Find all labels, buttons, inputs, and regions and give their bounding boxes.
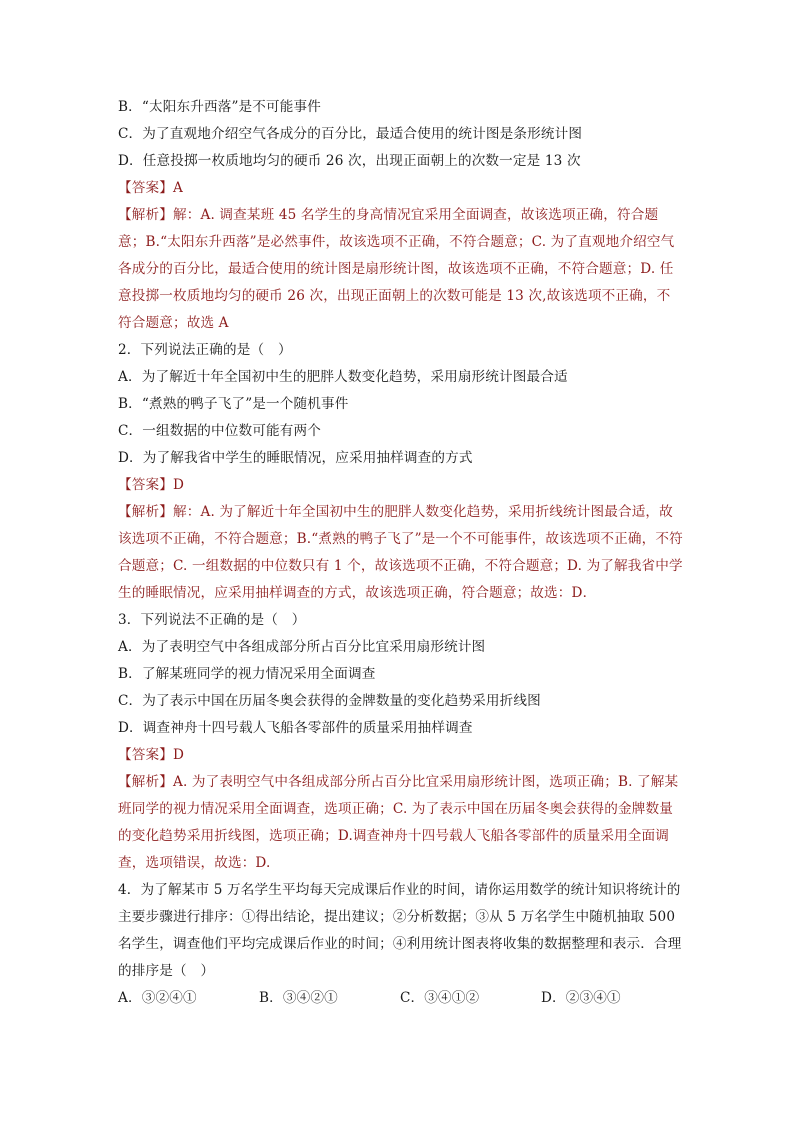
analysis-text: A. 为了表明空气中各组成部分所占百分比宜采用扇形统计图，选项正确；B. 了解某班同学的视力情况采用全面调查，选项正确；C. 为了表示中国在历届冬奥会获得的金牌数量的变化趋势采用折线图，选项正确；D.调查神舟十四号载人飞船各零部件的质量采用全面调查，选项错误，故选：D. xyxy=(118,774,679,871)
analysis-label: 【解析】 xyxy=(118,774,173,790)
q4-option-c: C．③④①② xyxy=(400,990,480,1006)
answer-value: D xyxy=(172,477,185,493)
q3-analysis xyxy=(118,769,684,877)
q1-answer xyxy=(118,175,684,202)
q4-options xyxy=(118,985,684,1012)
q3-option-b: B．了解某班同学的视力情况采用全面调查 xyxy=(118,666,376,682)
answer-label: 【答案】 xyxy=(118,747,173,763)
q1-option-d: D．任意投掷一枚质地均匀的硬币 26 次，出现正面朝上的次数一定是 13 次 xyxy=(118,153,581,169)
analysis-text: 解：A. 调查某班 45 名学生的身高情况宜采用全面调查，故该选项正确，符合题意；B.“太阳东升西落”是必然事件，故该选项不正确，不符合题意；C. 为了直观地介绍空气各成分的百分比，最适合使用的统计图是扇形统计图，故该选项不正确，不符合题意；D. 任意投掷一枚质地均匀的硬币 26 次，出现正面朝上的次数可能是 13 次,故该选项不正确，不符合题意；故选 A xyxy=(118,207,675,331)
q3-option-d: D．调查神舟十四号载人飞船各零部件的质量采用抽样调查 xyxy=(118,720,473,736)
q4-option-a: A．③②④① xyxy=(118,990,197,1006)
q2-answer xyxy=(118,472,684,499)
analysis-label: 【解析】 xyxy=(118,504,173,520)
q1-option-c: C．为了直观地介绍空气各成分的百分比，最适合使用的统计图是条形统计图 xyxy=(118,126,583,142)
answer-label: 【答案】 xyxy=(118,477,173,493)
q2-stem: 2．下列说法正确的是（ ） xyxy=(118,342,292,358)
q4-option-d: D．②③④① xyxy=(541,990,621,1006)
answer-label: 【答案】 xyxy=(118,180,173,196)
q4-option-b: B．③④②① xyxy=(259,990,338,1006)
q2-analysis xyxy=(118,499,684,607)
q3-stem: 3．下列说法不正确的是（ ） xyxy=(118,612,306,628)
q1-option-b: B．“太阳东升西落”是不可能事件 xyxy=(118,99,322,115)
answer-value: D xyxy=(172,747,185,763)
q3-answer xyxy=(118,742,684,769)
analysis-label: 【解析】 xyxy=(118,207,173,223)
q1-analysis xyxy=(118,202,684,337)
q2-option-a: A．为了解近十年全国初中生的肥胖人数变化趋势，采用扇形统计图最合适 xyxy=(118,369,568,385)
answer-value: A xyxy=(172,180,183,196)
q2-option-b: B．“煮熟的鸭子飞了”是一个随机事件 xyxy=(118,396,349,412)
q2-option-d: D．为了解我省中学生的睡眠情况，应采用抽样调查的方式 xyxy=(118,450,473,466)
q3-option-c: C．为了表示中国在历届冬奥会获得的金牌数量的变化趋势采用折线图 xyxy=(118,693,541,709)
q3-option-a: A．为了表明空气中各组成部分所占百分比宜采用扇形统计图 xyxy=(118,639,486,655)
q2-option-c: C．一组数据的中位数可能有两个 xyxy=(118,423,321,439)
analysis-text: 解：A. 为了解近十年全国初中生的肥胖人数变化趋势，采用折线统计图最合适，故该选项不正确，不符合题意；B.“煮熟的鸭子飞了”是一个不可能事件，故该选项不正确，不符合题意；C. 一组数据的中位数只有 1 个，故该选项不正确，不符合题意；D. 为了解我省中学生的睡眠情况，应采用抽样调查的方式，故该选项正确，符合题意；故选：D． xyxy=(118,504,683,601)
document-content xyxy=(118,94,684,1012)
q4-stem: 4．为了解某市 5 万名学生平均每天完成课后作业的时间，请你运用数学的统计知识将统计的主要步骤进行排序：①得出结论，提出建议；②分析数据；③从 5 万名学生中随机抽取 500 名学生，调查他们平均完成课后作业的时间；④利用统计图表将收集的数据整理和表示．合理的排序是（ ） xyxy=(118,882,682,979)
